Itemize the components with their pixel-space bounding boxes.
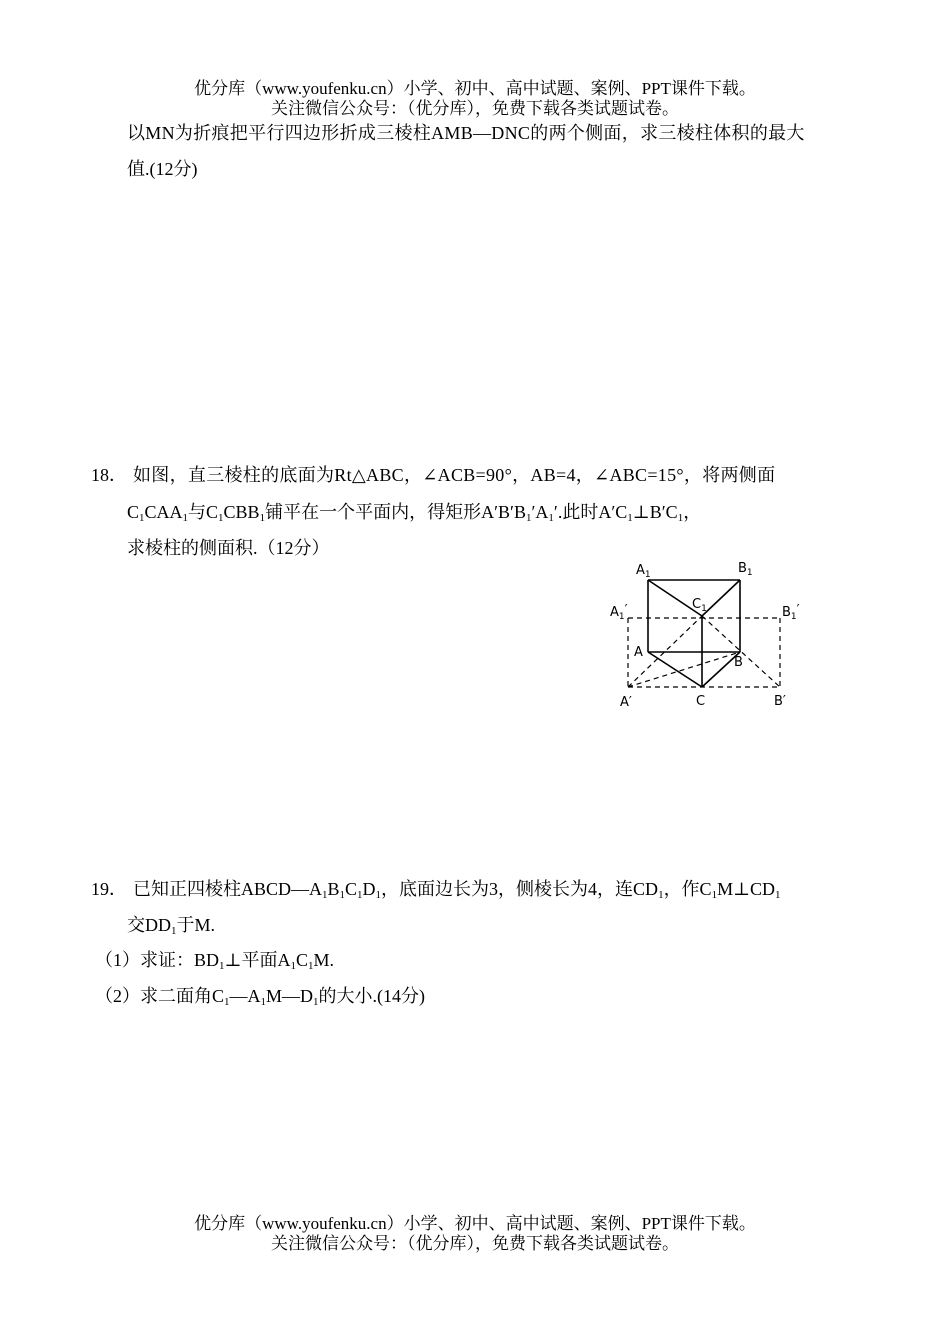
q19-line-2: 交$DD_1$于M. <box>127 915 216 937</box>
q18-number: 18． <box>91 465 127 485</box>
footer-line-2: 关注微信公众号：（优分库），免费下载各类试题试卷。 <box>271 1234 679 1253</box>
label-b1-prime: $B_1'$ <box>782 603 800 622</box>
q17-line-1: 以MN为折痕把平行四边形折成三棱柱AMB—DNC的两个侧面，求三棱柱体积的最大 <box>127 123 805 143</box>
label-a-prime: A′ <box>620 695 632 710</box>
label-b: B <box>734 655 743 670</box>
q17-line-2: 值.(12分) <box>127 159 198 179</box>
label-c: C <box>696 694 706 709</box>
label-a1: $A_1$ <box>636 563 651 580</box>
q18-line-1: 如图，直三棱柱的底面为Rt△ABC，∠ACB=90°，AB=4，∠ABC=15°，将两侧面 <box>133 465 776 485</box>
q18-line-2: $C_1CAA_1$与$C_1CBB_1$铺平在一个平面内，得矩形$A'B'B_1'A_1'$.此时$A'C_1\perp B'C_1$， <box>127 502 702 524</box>
label-b-prime: B′ <box>774 694 786 709</box>
q19-part-1: （1）求证：$BD_1\perp$平面$A_1C_1M$. <box>95 950 334 972</box>
label-a: A <box>634 645 643 660</box>
label-a1-prime: $A_1'$ <box>610 603 628 622</box>
label-c1: $C_1$ <box>692 597 707 614</box>
prism-unfolded-figure <box>600 556 810 716</box>
edge-a-c <box>648 652 702 687</box>
q18-line-3: 求棱柱的侧面积.（12分） <box>127 538 330 558</box>
dashed-ap-b <box>628 652 740 687</box>
edge-b1-c1 <box>702 580 740 616</box>
q19-part-2: （2）求二面角$C_1—A_1M—D_1$的大小.(14分) <box>95 986 426 1008</box>
label-b1: $B_1$ <box>738 561 753 578</box>
q19-number: 19． <box>91 879 127 899</box>
header-line-1: 优分库（www.youfenku.cn）小学、初中、高中试题、案例、PPT课件下载。 <box>194 79 756 98</box>
header-line-2: 关注微信公众号：（优分库），免费下载各类试题试卷。 <box>271 99 679 118</box>
q19-line-1: 已知正四棱柱$ABCD—A_1B_1C_1D_1$，底面边长为3，侧棱长为4，连$CD_1$，作$C_1M\perp CD_1$ <box>133 879 781 901</box>
footer-line-1: 优分库（www.youfenku.cn）小学、初中、高中试题、案例、PPT课件下载。 <box>194 1214 756 1233</box>
